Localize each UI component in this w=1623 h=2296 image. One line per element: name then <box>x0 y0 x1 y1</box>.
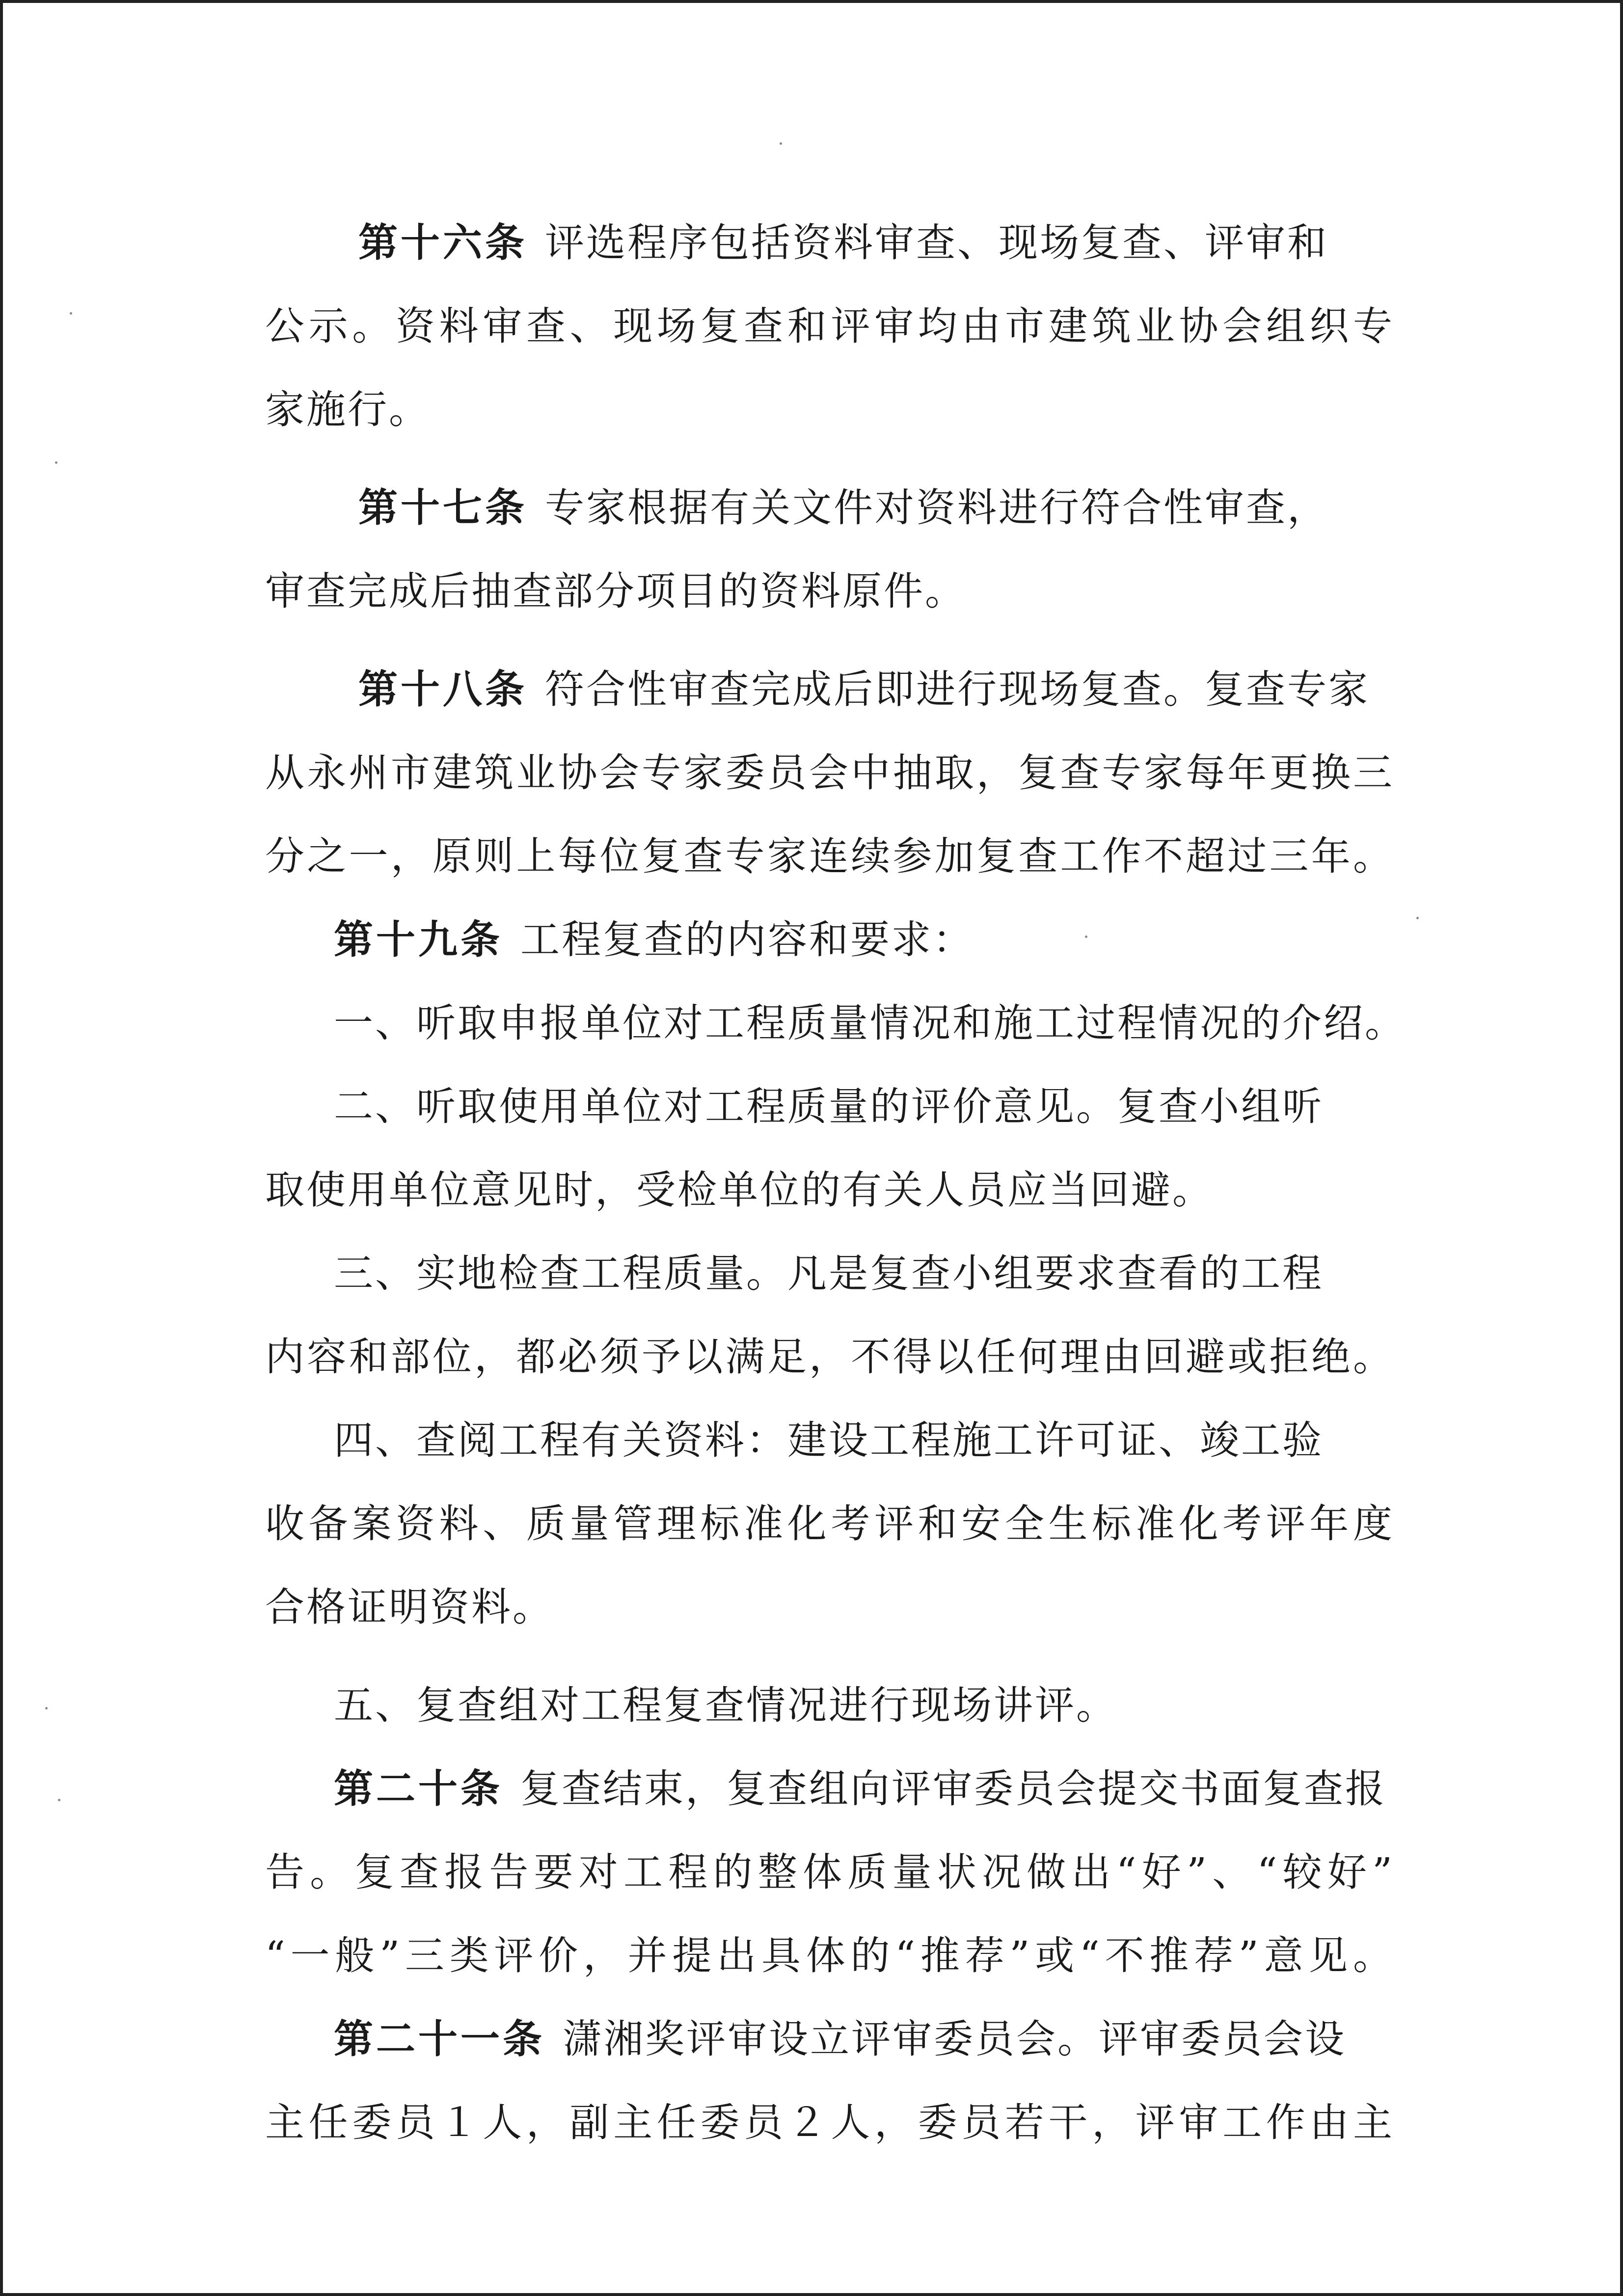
article-16-line-3: 家施行。 <box>265 387 430 432</box>
article-16-heading: 第十六条 <box>358 220 527 266</box>
article-18-line-2: 从永州市建筑业协会专家委员会中抽取，复查专家每年更换三 <box>265 750 1394 796</box>
scan-speck <box>55 461 57 464</box>
article-18-line-1 <box>265 648 1394 731</box>
article-20-line-2: 告。复查报告要对工程的整体质量状况做出“好”、“较好” <box>265 1849 1394 1895</box>
scan-speck <box>58 1799 60 1801</box>
article-17-text: 专家根据有关文件对资料进行符合性审查， <box>545 485 1328 531</box>
scan-speck <box>1416 917 1419 919</box>
article-19-item-3-line-1: 三、实地检查工程质量。凡是复查小组要求查看的工程 <box>334 1251 1324 1296</box>
article-17-line-1 <box>265 466 1394 550</box>
article-19-item-4-line-3: 合格证明资料。 <box>265 1584 554 1630</box>
article-19-item-4-line-2: 收备案资料、质量管理标准化考评和安全生标准化考评年度 <box>265 1501 1394 1547</box>
article-20-line-1 <box>265 1747 1394 1831</box>
scan-speck <box>45 1707 48 1709</box>
article-18-heading: 第十八条 <box>358 667 527 712</box>
article-19-line-1 <box>265 898 1394 982</box>
article-19-item-1: 一、听取申报单位对工程质量情况和施工过程情况的介绍。 <box>334 1000 1406 1046</box>
article-20-line-3: “一般”三类评价，并提出具体的“推荐”或“不推荐”意见。 <box>265 1933 1394 1978</box>
article-16-line-2: 公示。资料审查、现场复查和评审均由市建筑业协会组织专 <box>265 303 1394 349</box>
article-19-item-4-line-1: 四、查阅工程有关资料：建设工程施工许可证、竣工验 <box>334 1417 1324 1463</box>
article-21-line-2: 主任委员１人，副主任委员２人，委员若干，评审工作由主 <box>265 2100 1394 2145</box>
article-19-text: 工程复查的内容和要求： <box>520 917 974 962</box>
article-21-heading: 第二十一条 <box>334 2016 545 2062</box>
article-16-line-1 <box>265 201 1394 285</box>
document-body <box>265 201 1406 2164</box>
article-19-item-3-line-2: 内容和部位，都必须予以满足，不得以任何理由回避或拒绝。 <box>265 1334 1394 1380</box>
scan-speck <box>780 142 782 145</box>
article-18-line-3: 分之一，原则上每位复查专家连续参加复查工作不超过三年。 <box>265 833 1394 879</box>
article-17-line-2: 审查完成后抽查部分项目的资料原件。 <box>265 568 966 614</box>
scan-speck <box>70 312 72 315</box>
article-19-heading: 第十九条 <box>334 917 503 962</box>
article-16-text: 评选程序包括资料审查、现场复查、评审和 <box>545 220 1328 266</box>
article-21-text: 潇湘奖评审设立评审委员会。评审委员会设 <box>563 2016 1346 2062</box>
article-19-item-2-line-1: 二、听取使用单位对工程质量的评价意见。复查小组听 <box>334 1084 1324 1129</box>
article-20-text: 复查结束，复查组向评审委员会提交书面复查报 <box>520 1766 1386 1812</box>
article-18-text: 符合性审查完成后即进行现场复查。复查专家 <box>545 667 1370 712</box>
article-20-heading: 第二十条 <box>334 1766 503 1812</box>
article-19-item-2-line-2: 取使用单位意见时，受检单位的有关人员应当回避。 <box>265 1167 1214 1213</box>
article-19-item-5: 五、复查组对工程复查情况进行现场讲评。 <box>334 1682 1117 1728</box>
article-17-heading: 第十七条 <box>358 485 527 531</box>
article-21-line-1 <box>265 1998 1394 2081</box>
